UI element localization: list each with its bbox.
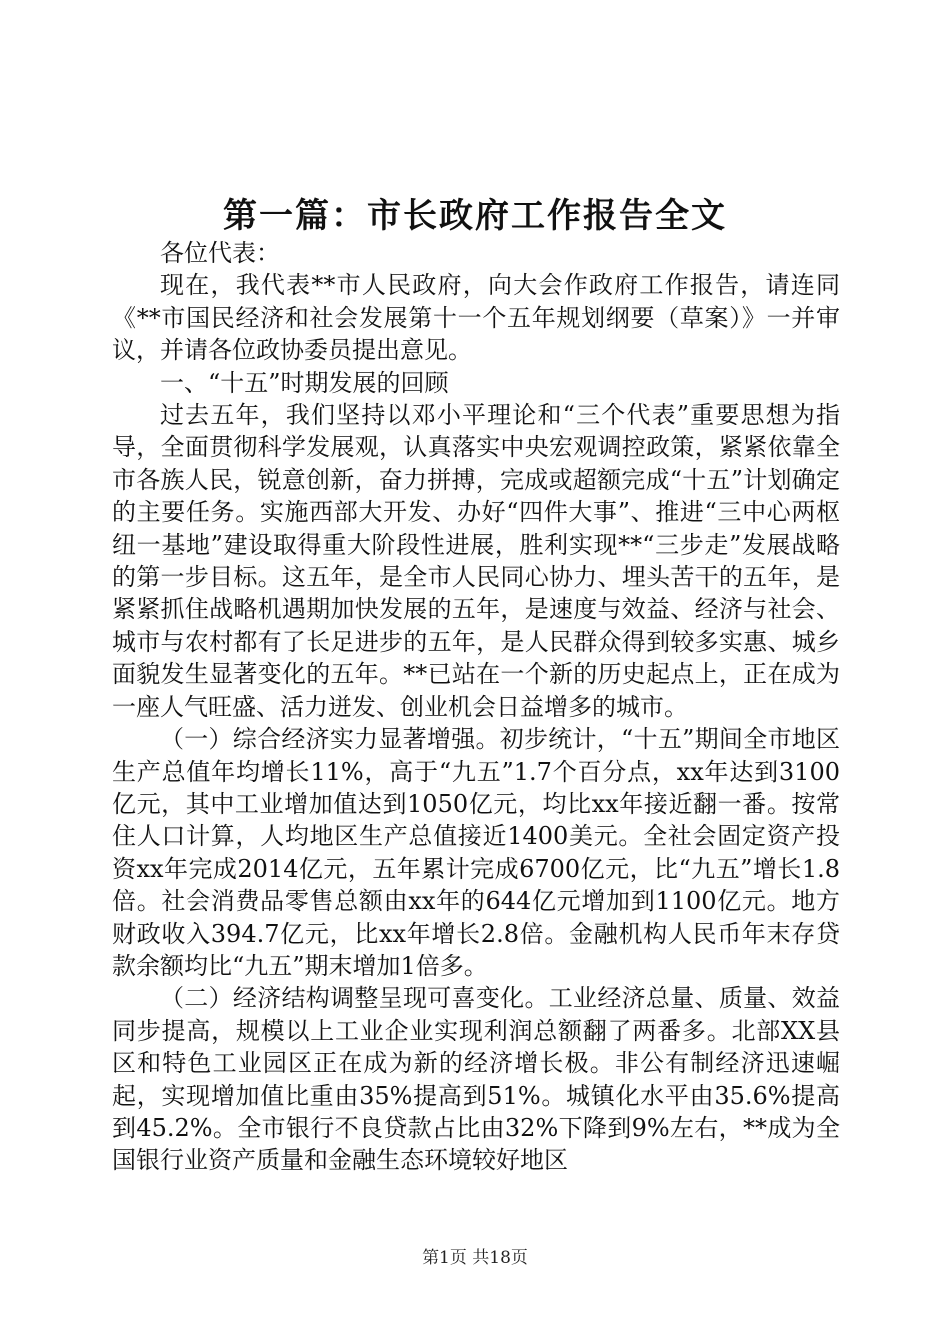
document-body [112,237,840,1177]
paragraph-economy: （一）综合经济实力显著增强。初步统计，“十五”期间全市地区生产总值年均增长11%，高于“九五”1.7个百分点，xx年达到3100亿元，其中工业增加值达到1050亿元，均比xx年接近翻一番。按常住人口计算，人均地区生产总值接近1400美元。全社会固定资产投资xx年完成2014亿元，五年累计完成6700亿元，比“九五”增长1.8倍。社会消费品零售总额由xx年的644亿元增加到1100亿元。地方财政收入394.7亿元，比xx年增长2.8倍。金融机构人民币年末存贷款余额均比“九五”期末增加1倍多。 [112,725,840,980]
paragraph-structure: （二）经济结构调整呈现可喜变化。工业经济总量、质量、效益同步提高，规模以上工业企业实现利润总额翻了两番多。北部XX县区和特色工业园区正在成为新的经济增长极。非公有制经济迅速崛起，实现增加值比重由35%提高到51%。城镇化水平由35.6%提高到45.2%。全市银行不良贷款占比由32%下降到9%左右，**成为全国银行业资产质量和金融生态环境较好地区 [112,984,840,1175]
document-title: 第一篇：市长政府工作报告全文 [223,196,727,236]
section-heading: 一、“十五”时期发展的回顾 [160,368,449,397]
paragraph-intro: 现在，我代表**市人民政府，向大会作政府工作报告，请连同《**市国民经济和社会发展第十一个五年规划纲要（草案）》一并审议，并请各位政协委员提出意见。 [112,271,840,365]
paragraph-review: 过去五年，我们坚持以邓小平理论和“三个代表”重要思想为指导，全面贯彻科学发展观，认真落实中央宏观调控政策，紧紧依靠全市各族人民，锐意创新，奋力拼搏，完成或超额完成“十五”计划确定的主要任务。实施西部大开发、办好“四件大事”、推进“三中心两枢纽一基地”建设取得重大阶段性进展，胜利实现**“三步走”发展战略的第一步目标。这五年，是全市人民同心协力、埋头苦干的五年，是紧紧抓住战略机遇期加快发展的五年，是速度与效益、经济与社会、城市与农村都有了长足进步的五年，是人民群众得到较多实惠、城乡面貌发生显著变化的五年。**已站在一个新的历史起点上，正在成为一座人气旺盛、活力迸发、创业机会日益增多的城市。 [112,401,840,721]
page-footer: 第1页 共18页 [422,1248,528,1268]
paragraph-salutation: 各位代表： [160,239,280,267]
